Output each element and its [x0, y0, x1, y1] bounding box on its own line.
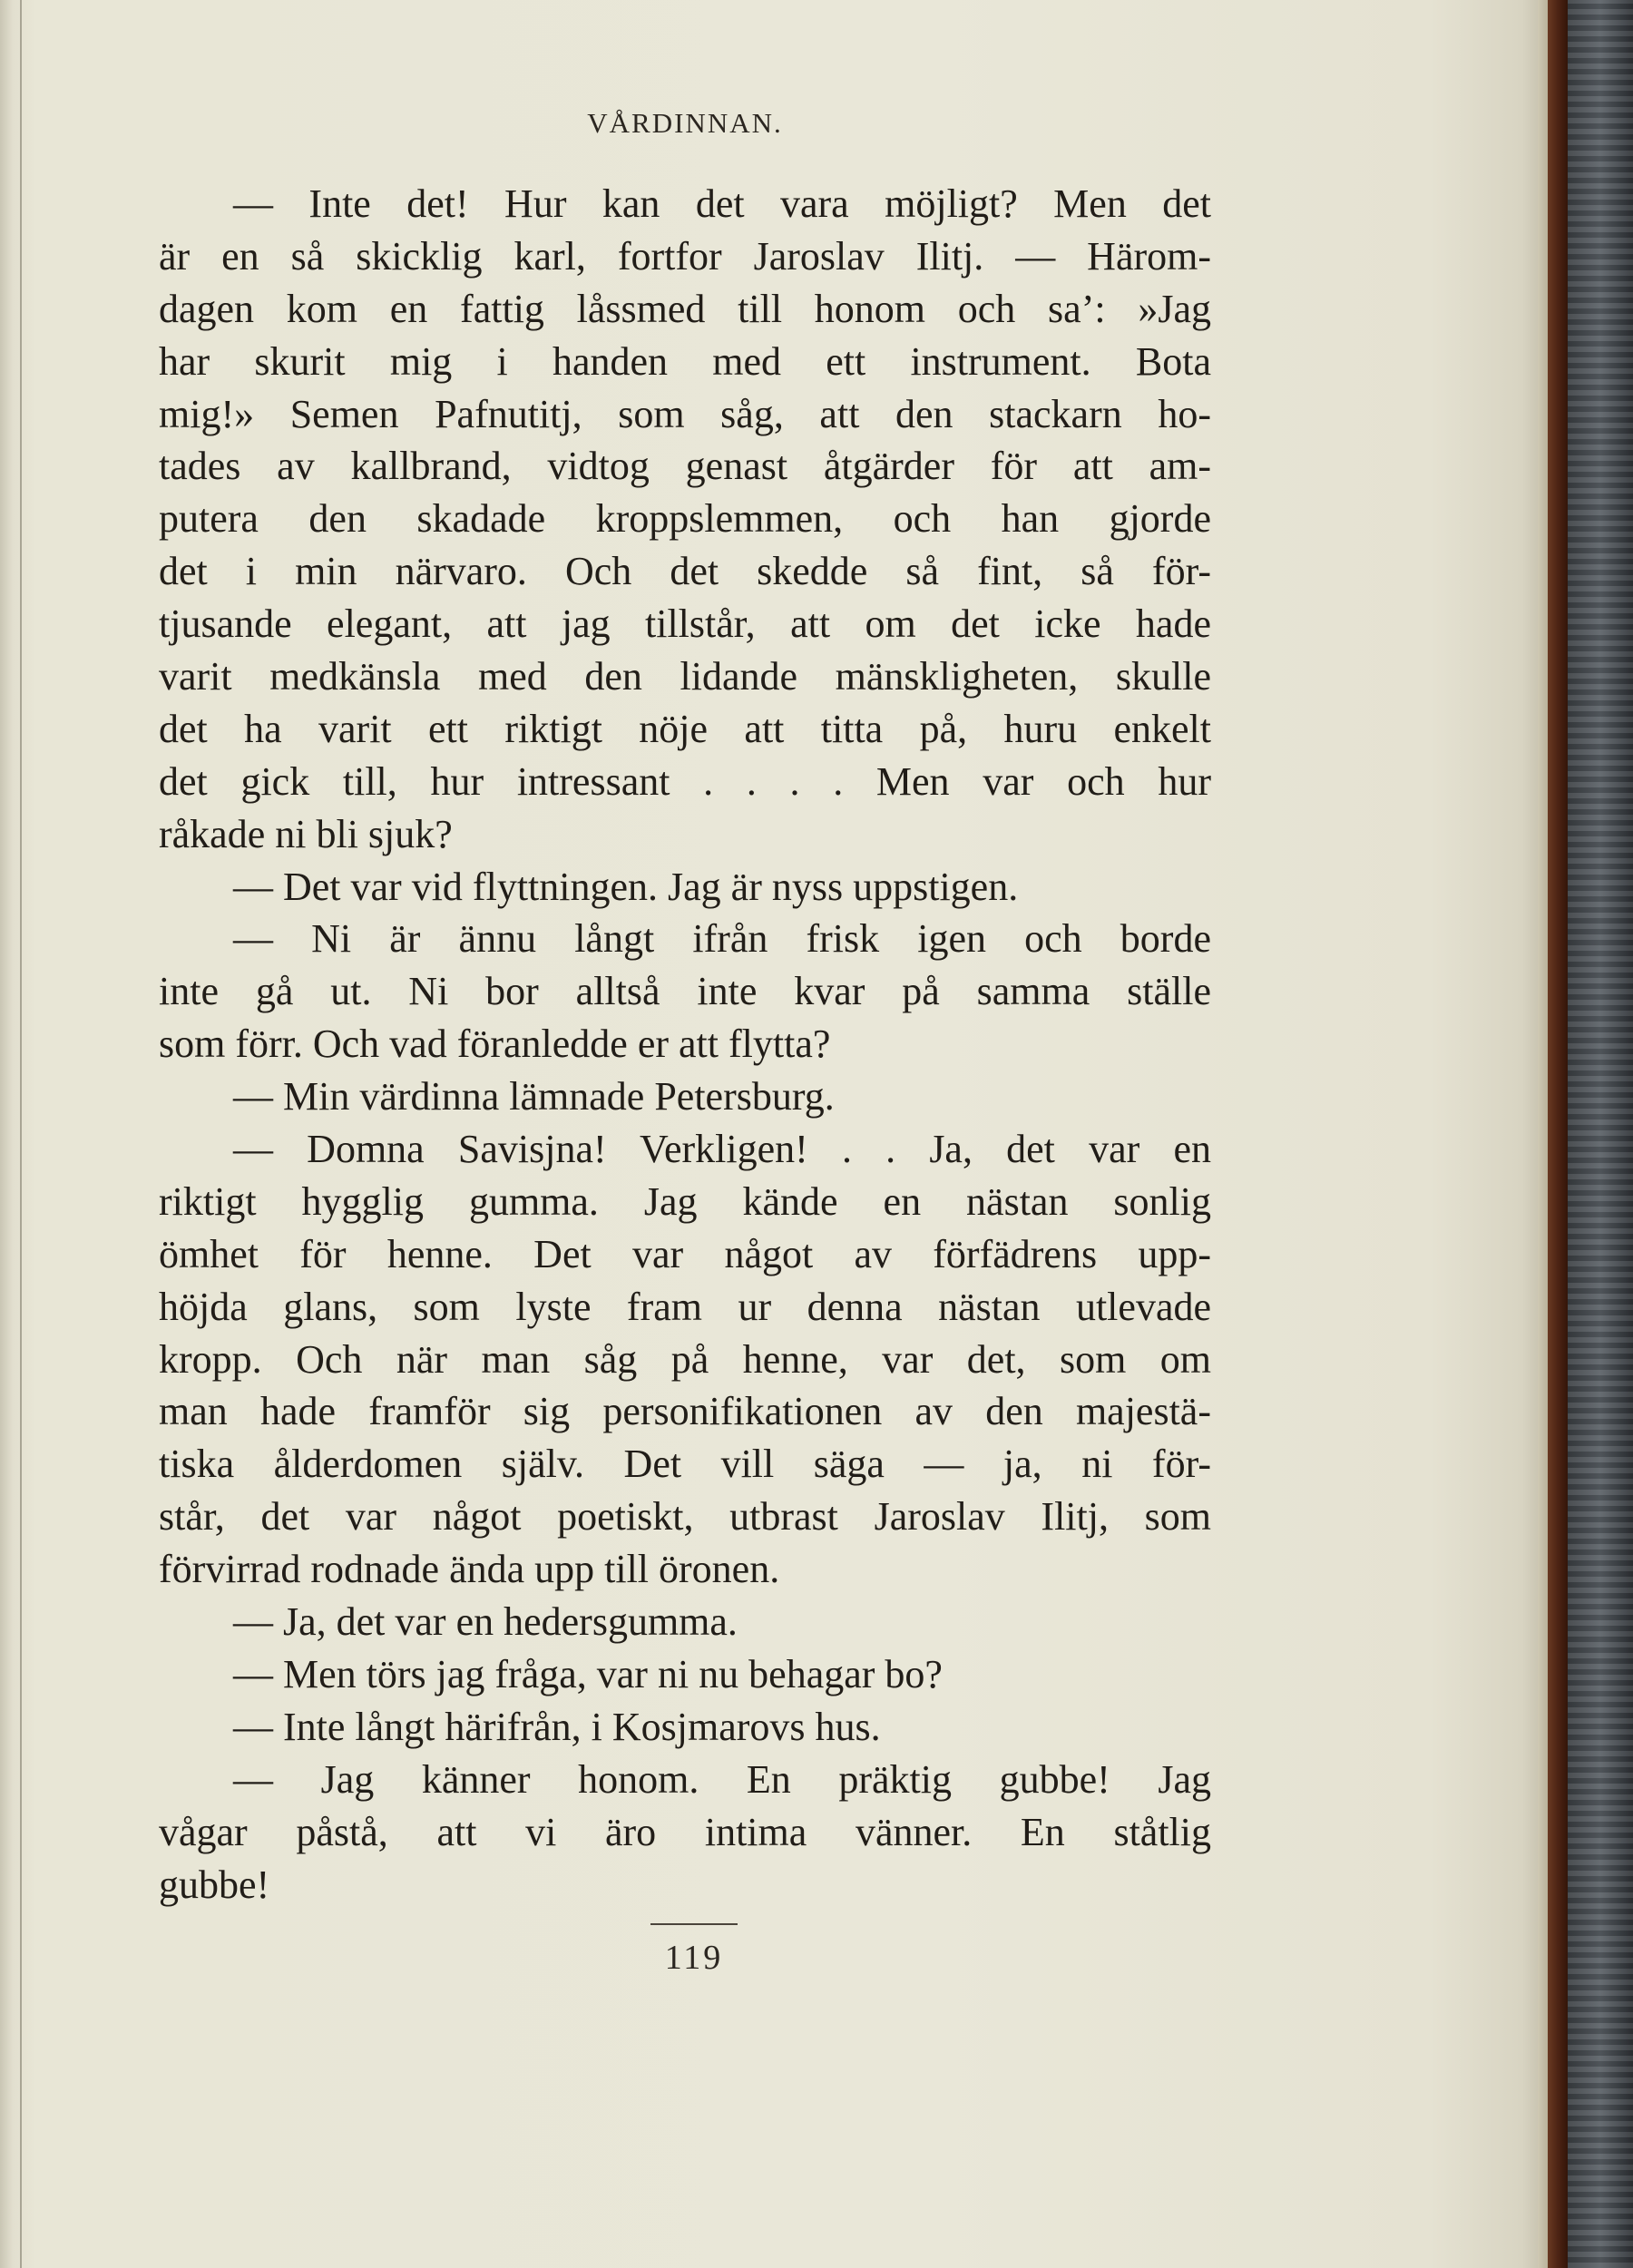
text-line: det i min närvaro. Och det skedde så fint, så för- — [159, 549, 1211, 594]
text-line: — Men törs jag fråga, var ni nu behagar bo? — [233, 1651, 943, 1696]
running-head: VÅRDINNAN. — [587, 107, 783, 139]
text-line: vågar påstå, att vi äro intima vänner. En ståtlig — [159, 1809, 1211, 1854]
text-line: det ha varit ett riktigt nöje att titta på, huru enkelt — [159, 706, 1211, 751]
text-line: riktigt hygglig gumma. Jag kände en nästan sonlig — [159, 1178, 1211, 1224]
text-line: varit medkänsla med den lidande mänskligheten, skulle — [159, 654, 1211, 699]
text-line: dagen kom en fattig låssmed till honom och sa’: »Jag — [159, 286, 1211, 331]
text-line: gubbe! — [159, 1862, 270, 1907]
body-text — [159, 178, 1211, 1911]
text-line: — Min värdinna lämnade Petersburg. — [233, 1074, 835, 1119]
text-line: kropp. Och när man såg på henne, var det, som om — [159, 1336, 1211, 1382]
background-board — [1568, 0, 1633, 2268]
text-line: — Ja, det var en hedersgumma. — [233, 1599, 738, 1645]
text-line: råkade ni bli sjuk? — [159, 811, 453, 856]
text-line: ömhet för henne. Det var något av förfädrens upp- — [159, 1231, 1211, 1276]
text-line: putera den skadade kroppslemmen, och han gjorde — [159, 496, 1211, 542]
text-line: tiska ålderdomen själv. Det vill säga — ja, ni för- — [159, 1442, 1211, 1487]
page-number: 119 — [664, 1939, 724, 1977]
text-line: inte gå ut. Ni bor alltså inte kvar på samma ställe — [159, 969, 1211, 1014]
text-line: tjusande elegant, att jag tillstår, att om det icke hade — [159, 601, 1211, 647]
page-gutter — [20, 0, 22, 2268]
text-line: det gick till, hur intressant . . . . Men var och hur — [159, 758, 1211, 804]
text-line: mig!» Semen Pafnutitj, som såg, att den stackarn ho- — [159, 391, 1211, 436]
text-line: — Det var vid flyttningen. Jag är nyss uppstigen. — [233, 864, 1019, 909]
text-line: — Inte det! Hur kan det vara möjligt? Men det — [233, 181, 1211, 226]
text-line: förvirrad rodnade ända upp till öronen. — [159, 1547, 780, 1592]
text-line: — Ni är ännu långt ifrån frisk igen och borde — [233, 916, 1211, 962]
text-line: — Domna Savisjna! Verkligen! . . Ja, det var en — [233, 1127, 1211, 1172]
text-line: tades av kallbrand, vidtog genast åtgärder för att am- — [159, 444, 1211, 489]
footer-rule — [650, 1923, 738, 1925]
text-line: som förr. Och vad föranledde er att flytta? — [159, 1022, 831, 1067]
text-line: man hade framför sig personifikationen av den majestä- — [159, 1389, 1211, 1434]
text-line: höjda glans, som lyste fram ur denna nästan utlevade — [159, 1284, 1211, 1329]
text-line: — Jag känner honom. En präktig gubbe! Jag — [233, 1756, 1211, 1802]
book-cover-edge — [1548, 0, 1568, 2268]
text-line: har skurit mig i handen med ett instrument. Bota — [159, 338, 1211, 384]
text-line: är en så skicklig karl, fortfor Jaroslav Ilitj. — Härom- — [159, 233, 1211, 279]
text-line: står, det var något poetiskt, utbrast Jaroslav Ilitj, som — [159, 1494, 1211, 1540]
text-line: — Inte långt härifrån, i Kosjmarovs hus. — [233, 1704, 881, 1749]
